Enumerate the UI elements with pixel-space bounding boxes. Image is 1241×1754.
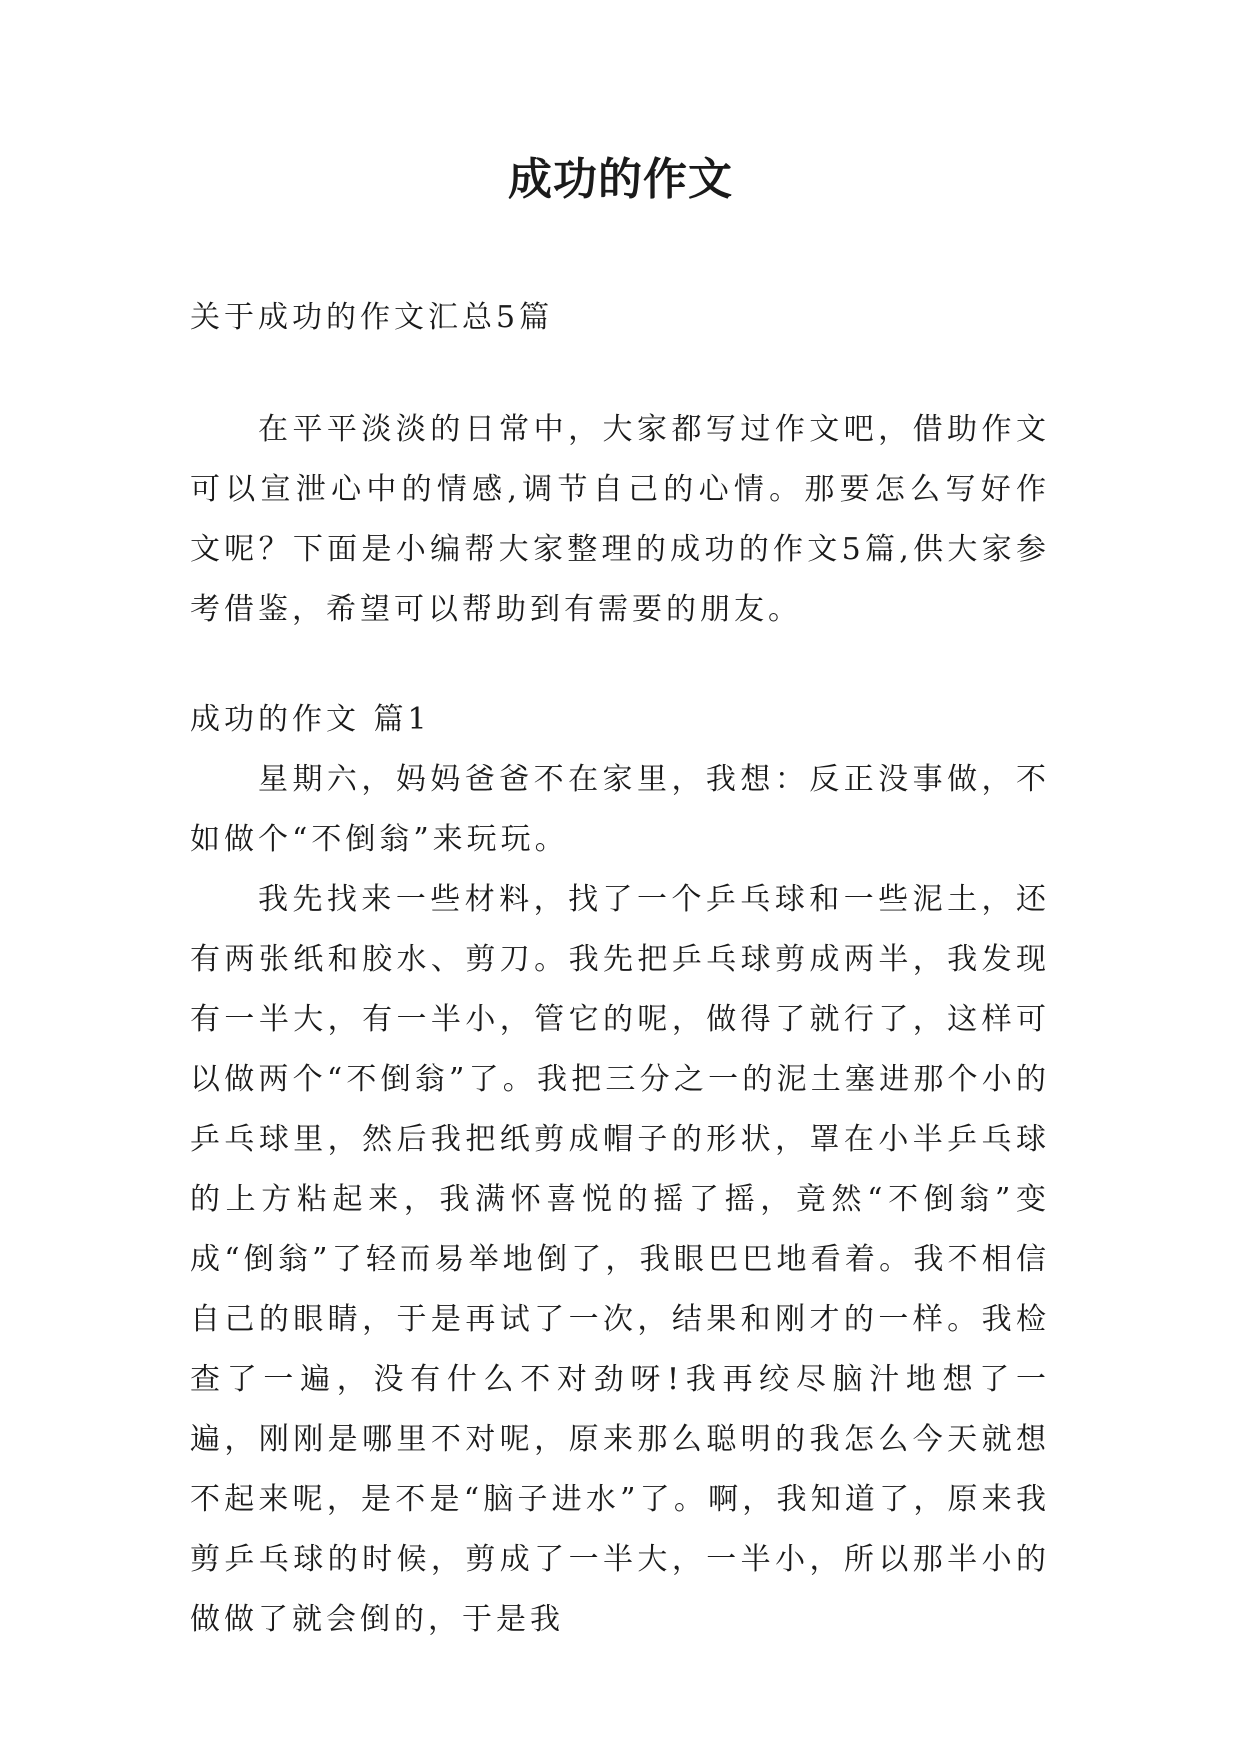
story-paragraph: 我先找来一些材料，找了一个乒乓球和一些泥土，还有两张纸和胶水、剪刀。我先把乒乓球剪成两半，我发现有一半大，有一半小，管它的呢，做得了就行了，这样可以做两个“不倒翁”了。我把三分之一的泥土塞进那个小的乒乓球里，然后我把纸剪成帽子的形状，罩在小半乒乓球的上方粘起来，我满怀喜悦的摇了摇，竟然“不倒翁”变成“倒翁”了轻而易举地倒了，我眼巴巴地看着。我不相信自己的眼睛，于是再试了一次，结果和刚才的一样。我检查了一遍，没有什么不对劲呀!我再绞尽脑汁地想了一遍，刚刚是哪里不对呢，原来那么聪明的我怎么今天就想不起来呢，是不是“脑子进水”了。啊，我知道了，原来我剪乒乓球的时候，剪成了一半大，一半小，所以那半小的做做了就会倒的，于是我 xyxy=(190,882,1050,1637)
intro-paragraph-block xyxy=(190,400,1050,640)
story-body xyxy=(190,750,1050,1650)
document-subtitle: 关于成功的作文汇总5篇 xyxy=(190,300,554,335)
intro-paragraph: 在平平淡淡的日常中，大家都写过作文吧，借助作文可以宣泄心中的情感,调节自己的心情。那要怎么写好作文呢？下面是小编帮大家整理的成功的作文5篇,供大家参考借鉴，希望可以帮助到有需要的朋友。 xyxy=(190,412,1050,627)
story-paragraph: 星期六，妈妈爸爸不在家里，我想：反正没事做，不如做个“不倒翁”来玩玩。 xyxy=(190,762,1050,857)
document-title: 成功的作文 xyxy=(508,154,733,205)
section-heading: 成功的作文 篇1 xyxy=(190,702,431,737)
